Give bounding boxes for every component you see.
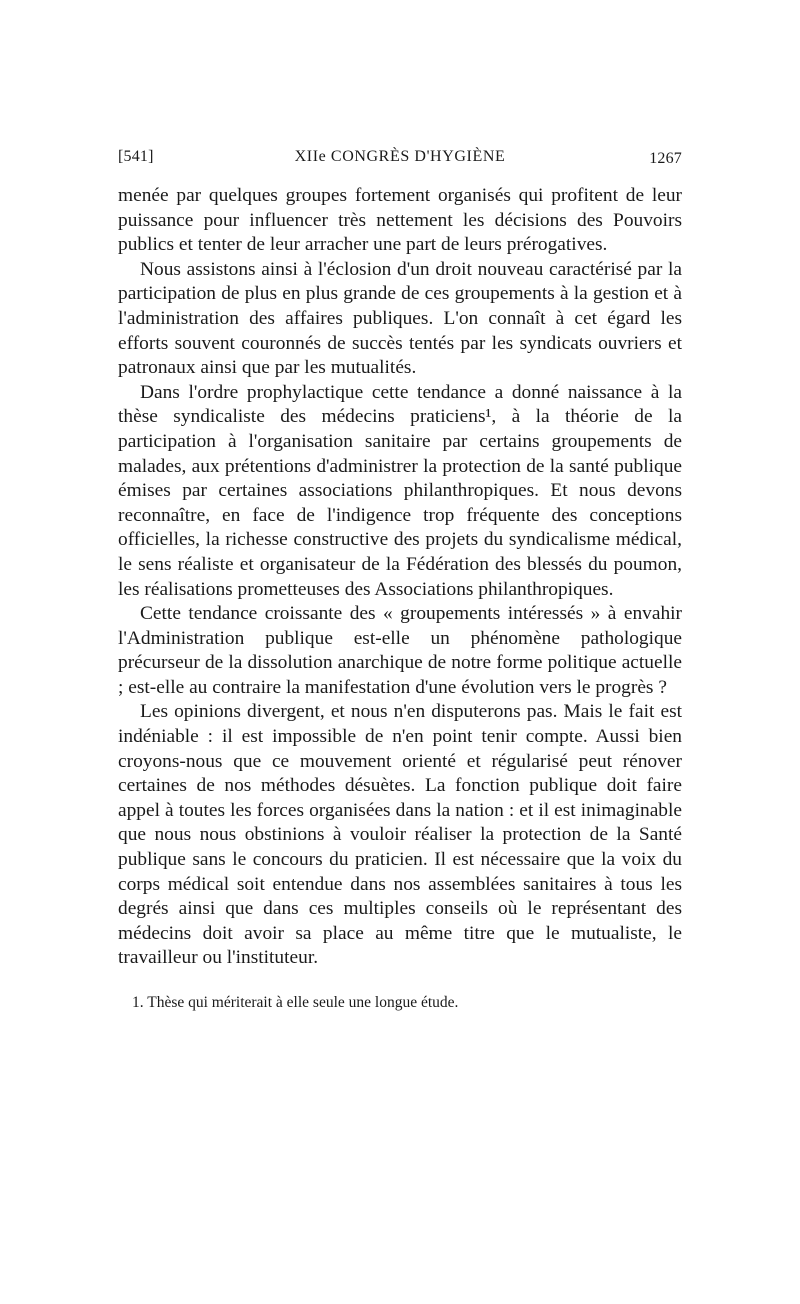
section-number: [541] <box>118 148 154 165</box>
paragraph: Dans l'ordre prophylactique cette tendance a donné naissance à la thèse syndicaliste des médecins praticiens¹, à la théorie de la participation à l'organisation sanitaire par certains groupements de malades, aux prétentions d'administrer la protection de la santé publique émises par certaines associations philanthropiques. Et nous devons reconnaître, en face de l'indigence trop fréquente des conceptions officielles, la richesse constructive des projets du syndicalisme médical, le sens réaliste et organisateur de la Fédération des blessés du poumon, les réalisations prometteuses des Associations philanthropiques. <box>118 381 682 600</box>
paragraph: Nous assistons ainsi à l'éclosion d'un droit nouveau caractérisé par la participation de plus en plus grande de ces groupements à la gestion et à l'administration des affaires publiques. L'on connaît à cet égard les efforts souvent couronnés de succès tentés par les syndicats ouvriers et patronaux ainsi que par les mutualités. <box>118 258 682 379</box>
book-page <box>118 148 682 1013</box>
running-head <box>118 148 682 176</box>
running-title: XIIe CONGRÈS D'HYGIÈNE <box>294 148 506 165</box>
footnote: 1. Thèse qui mériterait à elle seule une longue étude. <box>132 994 459 1011</box>
paragraph: Les opinions divergent, et nous n'en disputerons pas. Mais le fait est indéniable : il est impossible de n'en point tenir compte. Aussi bien croyons-nous que ce mouvement orienté et régularisé peut rénover certaines de nos méthodes désuètes. La fonction publique doit faire appel à toutes les forces organisées dans la nation : et il est inimaginable que nous nous obstinions à vouloir réaliser la protection de la Santé publique sans le concours du praticien. Il est nécessaire que la voix du corps médical soit entendue dans nos assemblées sanitaires à tous les degrés ainsi que dans ces multiples conseils où le représentant des médecins doit avoir sa place au même titre que le mutualiste, le travailleur ou l'instituteur. <box>118 701 682 969</box>
paragraph: Cette tendance croissante des « groupements intéressés » à envahir l'Administration publique est-elle un phénomène pathologique précurseur de la dissolution anarchique de notre forme politique actuelle ; est-elle au contraire la manifestation d'une évolution vers le progrès ? <box>118 603 682 698</box>
page-number: 1267 <box>649 150 682 167</box>
body-text <box>118 184 682 971</box>
paragraph-continuation: menée par quelques groupes fortement organisés qui profitent de leur puissance pour influencer très nettement les décisions des Pouvoirs publics et tenter de leur arracher une part de leurs prérogatives. <box>118 185 682 256</box>
